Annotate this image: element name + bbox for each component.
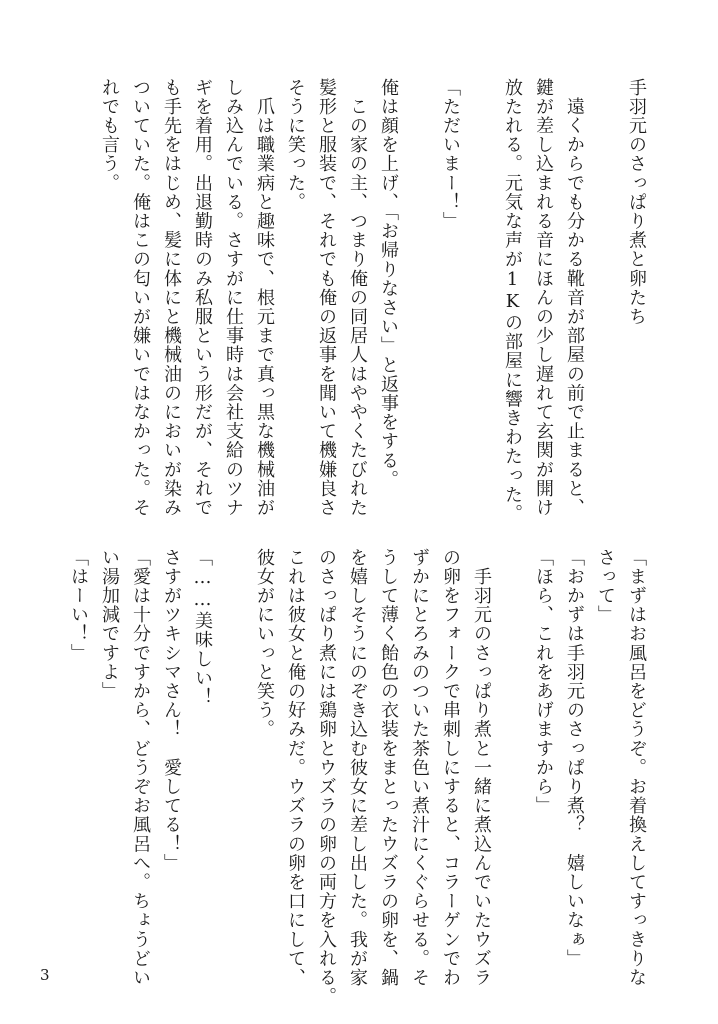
- text-line: [497, 548, 528, 988]
- text-line: 「ただいまー！」: [440, 78, 461, 231]
- text-line: 「まずはお風呂をどうぞ。お着換えしてすっきりな: [626, 548, 647, 988]
- text-line: 「ほら、これをあげますから」: [533, 548, 554, 816]
- text-line: 遠くからでも分かる靴音が部屋の前で止まると、: [564, 78, 585, 518]
- text-line: 「おかずは手羽元のさっぱり煮？ 嬉しいなぁ」: [564, 548, 585, 969]
- page-number: 3: [40, 966, 50, 984]
- text-line: 爪は職業病と趣味で、根元まで真っ黒な機械油が: [254, 78, 275, 518]
- text-line: 鍵が差し込まれる音にほんの少し遅れて玄関が開け: [533, 78, 554, 518]
- text-line: さすがツキシマさん！ 愛してる！」: [161, 548, 182, 873]
- text-line: 髪形と服装で、それでも俺の返事を聞いて機嫌良さ: [316, 78, 337, 518]
- upper-text-block: [94, 78, 652, 524]
- text-line: 放たれる。元気な声が1Kの部屋に響きわたった。: [502, 78, 523, 524]
- text-line: そうに笑った。: [285, 78, 306, 212]
- text-line: 「愛は十分ですから、どうぞお風呂へ。ちょうどい: [130, 548, 151, 988]
- text-line: この家の主、つまり俺の同居人はややくたびれた: [347, 78, 368, 518]
- text-line: [590, 78, 621, 508]
- text-line: を嬉しそうにのぞき込む彼女に差し出した。我が家: [347, 548, 368, 988]
- text-line: [404, 78, 435, 508]
- text-line: [218, 548, 249, 988]
- text-line: さって」: [595, 548, 616, 625]
- text-line: 俺は顔を上げ、「お帰りなさい」と返事をする。: [378, 78, 399, 490]
- text-line: 彼女がにいっと笑う。: [254, 548, 275, 739]
- text-line: れでも言う。: [99, 78, 120, 193]
- text-line: [466, 78, 497, 508]
- text-line: これは彼女と俺の好みだ。ウズラの卵を口にして、: [285, 548, 306, 988]
- lower-text-block: [63, 548, 652, 1007]
- text-line: ギを着用。出退勤時のみ私服という形だが、それで: [192, 78, 213, 518]
- text-line: のさっぱり煮には鶏卵とウズラの卵の両方を入れる。: [316, 548, 337, 1007]
- text-line: うして薄く飴色の衣装をまとったウズラの卵を、鍋: [378, 548, 399, 988]
- text-line: 手羽元のさっぱり煮と卵たち: [626, 78, 647, 327]
- text-line: しみ込んでいる。さすがに仕事時は会社支給のツナ: [223, 78, 244, 518]
- text-line: も手先をはじめ、髪に体にと機械油のにおいが染み: [161, 78, 182, 518]
- text-line: ついていた。俺はこの匂いが嫌いではなかった。そ: [130, 78, 151, 518]
- text-line: 「……美味しい！: [192, 548, 213, 707]
- text-line: 手羽元のさっぱり煮と一緒に煮込んでいたウズラ: [471, 548, 492, 988]
- text-line: の卵をフォークで串刺しにすると、コラーゲンでわ: [440, 548, 461, 988]
- text-line: 「はーい！」: [68, 548, 89, 663]
- text-line: ずかにとろみのついた茶色い煮汁にくぐらせる。そ: [409, 548, 430, 988]
- text-line: い湯加減ですよ」: [99, 548, 120, 701]
